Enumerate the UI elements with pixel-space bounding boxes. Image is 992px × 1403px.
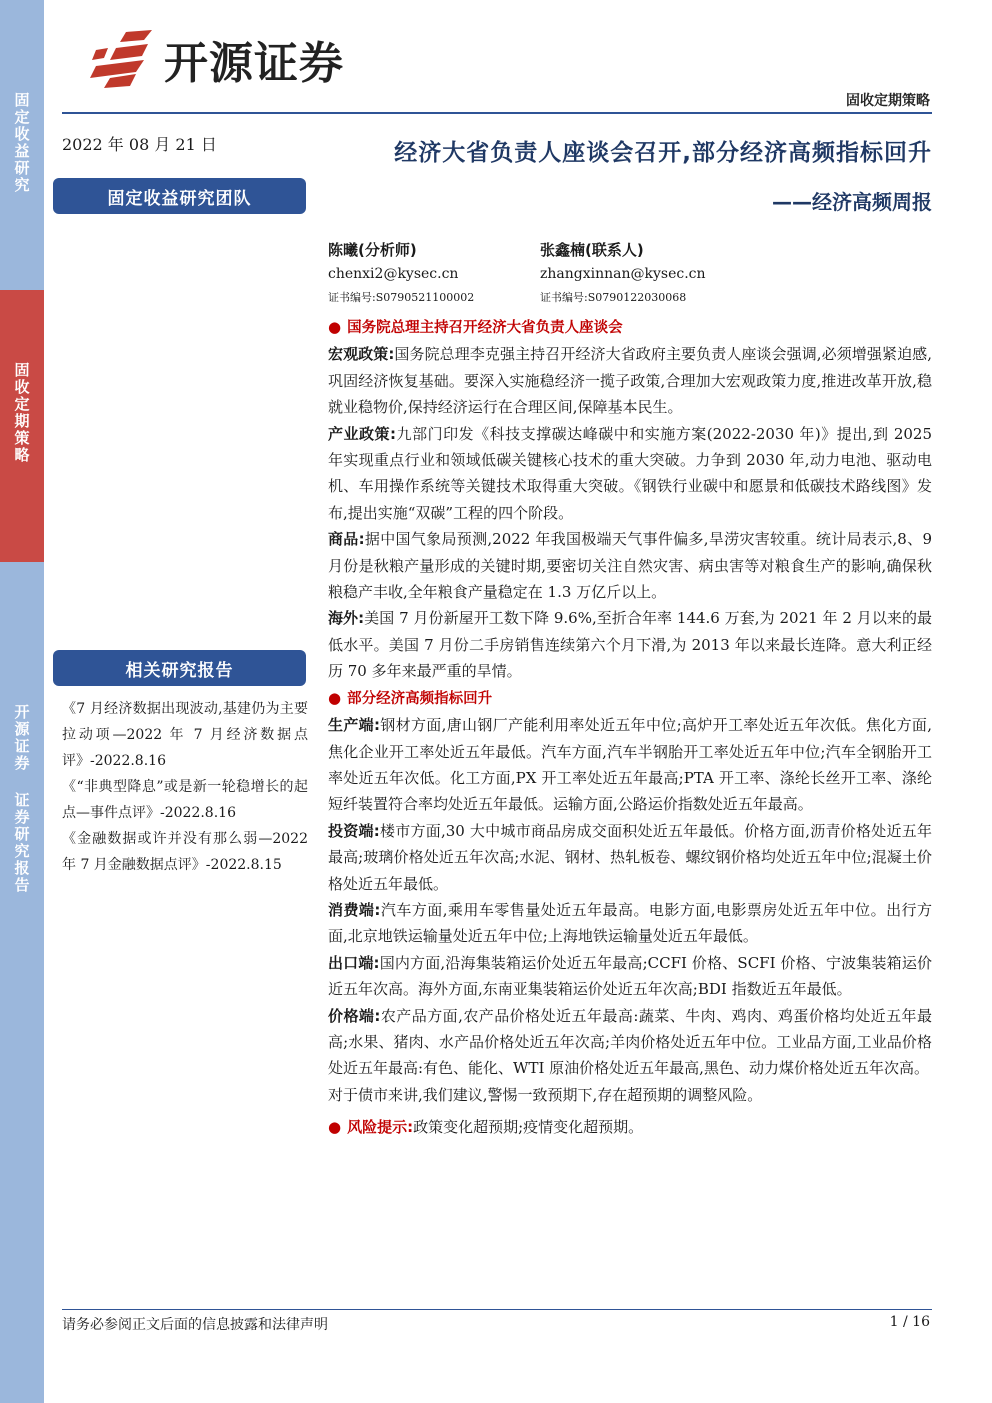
sidebar-section-strategy [0, 290, 44, 562]
report-title: 经济大省负责人座谈会召开,部分经济高频指标回升 [394, 140, 932, 166]
author-cert: 证书编号:S0790521100002 [328, 291, 475, 304]
author-name: 陈曦(分析师) [328, 241, 417, 259]
paragraph-macro: 宏观政策:国务院总理李克强主持召开经济大省政府主要负责人座谈会强调,必须增强紧迫感,巩固经济恢复基础。要深入实施稳经济一揽子政策,合理加大宏观政策力度,推进改革开放,稳就业稳物价,保持经济运行在合理区间,保障基本民生。 [328, 345, 932, 417]
sidebar-label: 开源证券 证券研究报告 [12, 704, 31, 894]
report-date: 2022 年 08 月 21 日 [62, 135, 217, 154]
section-heading: ● 国务院总理主持召开经济大省负责人座谈会 [328, 318, 623, 336]
related-report-item[interactable]: 《金融数据或许并没有那么弱—2022 年 7 月金融数据点评》-2022.8.15 [62, 831, 308, 873]
author-name: 张鑫楠(联系人) [540, 241, 644, 259]
paragraph-commodity: 商品:据中国气象局预测,2022 年我国极端天气事件偏多,旱涝灾害较重。统计局表示,8、9 月份是秋粮产量形成的关键时期,要密切关注自然灾害、病虫害等对粮食生产的影响,确保秋粮稳产丰收,全年粮食产量稳定在 1.3 万亿斤以上。 [328, 530, 933, 602]
team-label: 固定收益研究团队 [53, 178, 306, 214]
footer-disclaimer: 请务必参阅正文后面的信息披露和法律声明 [62, 1317, 328, 1333]
related-report-item[interactable]: 《“非典型降息”或是新一轮稳增长的起点—事件点评》-2022.8.16 [62, 779, 308, 821]
side-strip [0, 0, 44, 1403]
related-reports-label: 相关研究报告 [53, 650, 306, 686]
header-divider [62, 112, 932, 114]
paragraph-production: 生产端:钢材方面,唐山钢厂产能利用率处近五年中位;高炉开工率处近五年次低。焦化方面,焦化企业开工率处近五年最低。汽车方面,汽车半钢胎开工率处近五年中位;汽车全钢胎开工率处近五年次低。化工方面,PX 开工率处近五年最高;PTA 开工率、涤纶长丝开工率、涤纶短纤装置符合率均处近五年最低。运输方面,公路运价指数处近五年最高。 [328, 716, 933, 814]
author-email[interactable]: zhangxinnan@kysec.cn [540, 266, 706, 282]
author-cert: 证书编号:S0790122030068 [540, 291, 687, 304]
paragraph-price: 价格端:农产品方面,农产品价格处近五年最高:蔬菜、牛肉、鸡肉、鸡蛋价格均处近五年最高;水果、猪肉、水产品价格处近五年次高;羊肉价格处近五年中位。工业品方面,工业品价格处近五年最高:有色、能化、WTI 原油价格处近五年最高,黑色、动力煤价格处近五年次高。 [328, 1006, 933, 1078]
bullet-icon: ● [328, 1118, 342, 1137]
report-subtitle: ——经济高频周报 [772, 190, 932, 214]
page-number: 1 / 16 [889, 1314, 930, 1330]
bullet-icon: ● [328, 688, 342, 707]
sidebar-section-brand [0, 562, 44, 1403]
section-heading: ● 部分经济高频指标回升 [328, 688, 493, 707]
report-body [328, 314, 932, 1141]
paragraph-export: 出口端:国内方面,沿海集装箱运价处近五年最高;CCFI 价格、SCFI 价格、宁波集装箱运价近五年次高。海外方面,东南亚集装箱运价处近五年次高;BDI 指数近五年最低。 [328, 953, 933, 999]
related-report-item[interactable]: 《7 月经济数据出现波动,基建仍为主要拉动项—2022 年 7 月经济数据点评》-2022.8.16 [62, 701, 308, 769]
sidebar-section-fixed-income [0, 0, 44, 290]
sidebar-label: 固收定期策略 [12, 362, 31, 464]
paragraph-industry: 产业政策:九部门印发《科技支撑碳达峰碳中和实施方案(2022-2030 年)》提出,到 2025 年实现重点行业和领域低碳关键核心技术的重大突破。力争到 2030 年,动力电池、驱动电机、车用操作系统等关键技术取得重大突破。《钢铁行业碳中和愿景和低碳技术路线图》发布,提出实施“双碳”工程的四个阶段。 [328, 424, 932, 522]
company-logo [86, 28, 386, 90]
author-card [328, 238, 474, 310]
footer-divider [62, 1309, 932, 1310]
related-reports-list [62, 696, 308, 878]
author-email[interactable]: chenxi2@kysec.cn [328, 266, 459, 282]
logo-text: 开源证券 [164, 38, 344, 89]
risk-warning: ● 风险提示:政策变化超预期;疫情变化超预期。 [328, 1118, 644, 1137]
bullet-icon: ● [328, 318, 342, 336]
sidebar-label: 固定收益研究 [12, 92, 31, 194]
paragraph-consumption: 消费端:汽车方面,乘用车零售量处近五年最高。电影方面,电影票房处近五年中位。出行方面,北京地铁运输量处近五年中位;上海地铁运输量处近五年最低。 [328, 900, 932, 946]
paragraph-investment: 投资端:楼市方面,30 大中城市商品房成交面积处近五年最低。价格方面,沥青价格处近五年最高;玻璃价格处近五年次高;水泥、钢材、热轧板卷、螺纹钢价格均处近五年中位;混凝土价格处近五年最低。 [328, 821, 933, 893]
header-tag: 固收定期策略 [846, 93, 930, 109]
paragraph-conclusion: 对于债市来讲,我们建议,警惕一致预期下,存在超预期的调整风险。 [328, 1085, 763, 1104]
author-card [540, 238, 706, 310]
logo-mark-icon [86, 28, 158, 90]
paragraph-overseas: 海外:美国 7 月份新屋开工数下降 9.6%,至折合年率 144.6 万套,为 2021 年 2 月以来的最低水平。美国 7 月份二手房销售连续第六个月下滑,为 2013 年以来最长连降。意大利正经历 70 多年来最严重的旱情。 [328, 609, 933, 681]
